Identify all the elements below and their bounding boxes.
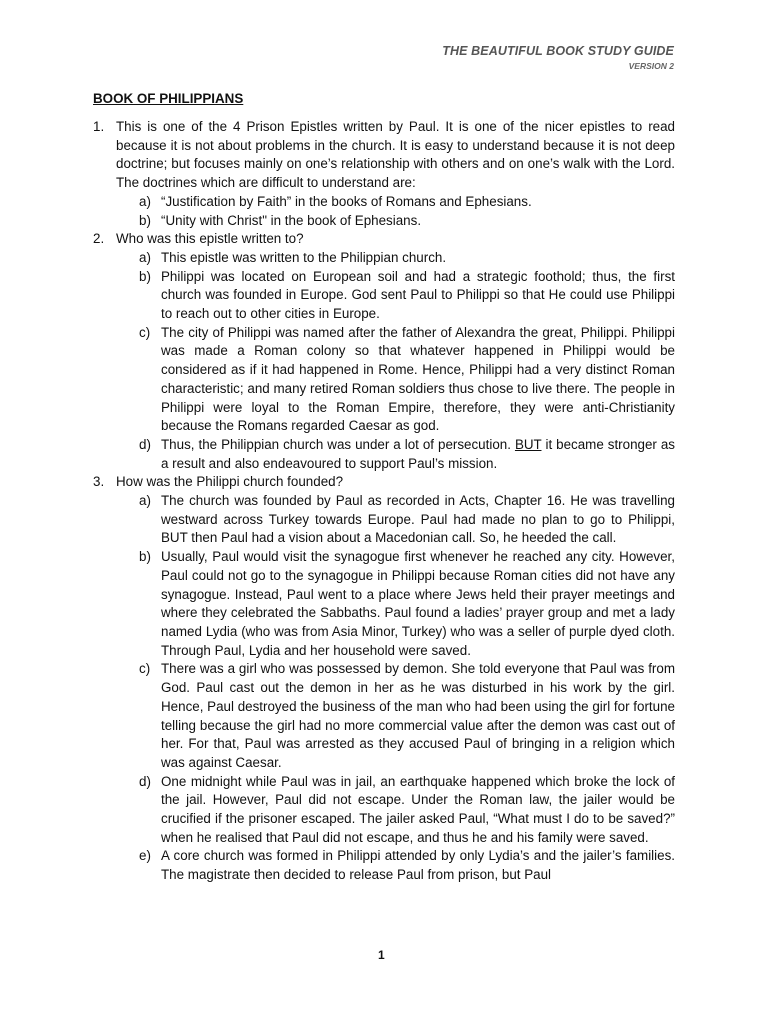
page-number: 1 <box>378 948 385 962</box>
sub-item-1b <box>93 212 675 231</box>
sub-item-text: “Justification by Faith” in the books of Romans and Ephesians. <box>161 193 532 209</box>
sub-item-marker: d) <box>139 773 151 789</box>
sub-item-text: One midnight while Paul was in jail, an earthquake happened which broke the lock of the jail. However, Paul did not escape. Under the Roman law, the jailer would be crucified if the prisoner escaped. The jailer asked Paul, “What must I do to be saved?” when he realised that Paul did not escape, and thus he and his family were saved. <box>161 773 675 845</box>
sub-item-marker: b) <box>139 268 151 284</box>
item-text: How was the Philippi church founded? <box>116 474 344 490</box>
sub-item-text-before: Thus, the Philippian church was under a lot of persecution. <box>161 436 515 452</box>
sub-item-2b <box>93 268 675 324</box>
numbered-item-2 <box>93 230 675 249</box>
header-version: VERSION 2 <box>628 61 674 71</box>
sub-item-1a <box>93 193 675 212</box>
item-text: This is one of the 4 Prison Epistles written by Paul. It is one of the nicer epistles to read because it is not about problems in the church. It is easy to understand because it is not deep doctrine; but focuses mainly on one’s relationship with others and on one’s walk with the Lord. The doctrines which are difficult to understand are: <box>116 119 675 191</box>
sub-item-marker: c) <box>139 324 151 340</box>
sub-item-2c <box>93 324 675 436</box>
sub-item-text: The church was founded by Paul as recorded in Acts, Chapter 16. He was travelling westward across Turkey towards Europe. Paul had made no plan to go to Philippi, BUT then Paul had a vision about a Macedonian call. So, he heeded the call. <box>161 493 675 546</box>
document-body <box>93 118 675 885</box>
sub-item-3c <box>93 660 675 772</box>
underlined-word: BUT <box>514 436 542 452</box>
sub-item-marker: a) <box>139 193 151 209</box>
item-marker: 3. <box>93 474 105 490</box>
sub-item-text: Usually, Paul would visit the synagogue first whenever he reached any city. However, Paul could not go to the synagogue in Philippi because Roman cities did not have any synagogue. Instead, Paul went to a place where Jews held their prayer meetings and where they celebrated the Sabbaths. Paul found a ladies’ prayer group and met a lady named Lydia (who was from Asia Minor, Turkey) who was a seller of purple dyed cloth. Through Paul, Lydia and her household were saved. <box>161 549 675 658</box>
sub-item-3b <box>93 548 675 660</box>
sub-item-text: A core church was formed in Philippi attended by only Lydia’s and the jailer’s families. The magistrate then decided to release Paul from prison, but Paul <box>161 848 675 883</box>
sub-item-marker: a) <box>139 249 151 265</box>
sub-item-marker: b) <box>139 212 151 228</box>
item-marker: 2. <box>93 231 105 247</box>
sub-item-text: This epistle was written to the Philippian church. <box>161 249 447 265</box>
sub-item-3d <box>93 773 675 848</box>
header-title: THE BEAUTIFUL BOOK STUDY GUIDE <box>442 44 674 58</box>
sub-item-text: The city of Philippi was named after the father of Alexandra the great, Philippi. Philippi was made a Roman colony so that whatever happened in Philippi would be considered as if it had happened in Rome. Hence, Philippi had a very distinct Roman characteristic; and many retired Roman soldiers thus chose to live there. The people in Philippi were loyal to the Roman Empire, therefore, they were anti-Christianity because the Romans regarded Caesar as god. <box>161 324 675 434</box>
sub-item-text: There was a girl who was possessed by demon. She told everyone that Paul was from God. Paul cast out the demon in her as he was disturbed in his work by the girl. Hence, Paul destroyed the business of the man who had been using the girl for fortune telling because the girl had no more commercial value after the demon was cast out of her. For that, Paul was arrested as they accused Paul of bringing in a religion which was against Caesar. <box>161 661 675 770</box>
sub-item-marker: d) <box>139 436 151 452</box>
sub-item-marker: e) <box>139 848 151 864</box>
sub-item-2d <box>93 436 675 473</box>
sub-item-3e <box>93 847 675 884</box>
item-marker: 1. <box>93 119 105 134</box>
sub-item-text-after: it became stronger as a result and also endeavoured to support Paul’s mission. <box>161 436 676 471</box>
sub-item-3a <box>93 492 675 548</box>
sub-item-text: Philippi was located on European soil and had a strategic foothold; thus, the first church was founded in Europe. God sent Paul to Philippi so that He could use Philippi to reach out to other cities in Europe. <box>161 268 675 322</box>
sub-item-text: “Unity with Christ" in the book of Ephesians. <box>161 212 422 228</box>
sub-item-marker: a) <box>139 493 151 509</box>
sub-item-marker: b) <box>139 549 151 565</box>
item-text: Who was this epistle written to? <box>116 231 304 247</box>
sub-item-marker: c) <box>139 661 151 677</box>
sub-item-2a <box>93 249 675 268</box>
numbered-item-3 <box>93 473 675 492</box>
numbered-item-1 <box>93 118 675 193</box>
document-title: BOOK OF PHILIPPIANS <box>93 91 244 106</box>
